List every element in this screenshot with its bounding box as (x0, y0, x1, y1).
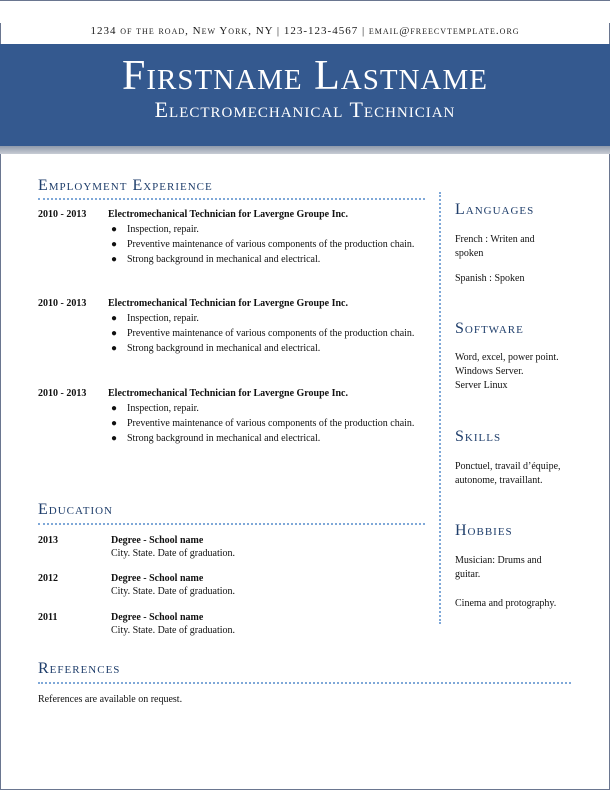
education-year: 2012 (38, 573, 58, 584)
software-line: Windows Server. (455, 366, 524, 377)
education-degree: Degree - School name (111, 612, 204, 623)
hobby-item: Musician: Drums and guitar. (455, 555, 542, 580)
education-details: City. State. Date of graduation. (111, 586, 236, 597)
hobby-item: Cinema and protography. (455, 598, 557, 609)
job-years: 2010 - 2013 (38, 388, 87, 399)
bullet-icon: ● (111, 313, 118, 324)
education-year: 2011 (38, 612, 58, 623)
references-heading: References (38, 660, 121, 677)
software-heading: Software (455, 320, 524, 337)
skills-heading: Skills (455, 428, 502, 445)
job-title-line: Electromechanical Technician for Lavergne Groupe Inc. (108, 298, 348, 309)
languages-heading: Languages (455, 201, 535, 218)
column-divider (439, 192, 441, 624)
job-bullet: ● Inspection, repair. (111, 403, 199, 414)
references-text: References are available on request. (38, 694, 183, 705)
bullet-icon: ● (111, 343, 118, 354)
job-title-line: Electromechanical Technician for Lavergne Groupe Inc. (108, 388, 348, 399)
job-bullet: ● Preventive maintenance of various components of the production chain. (111, 418, 415, 429)
job-bullet: ● Strong background in mechanical and electrical. (111, 343, 321, 354)
education-degree: Degree - School name (111, 573, 204, 584)
contact-line: 1234 of the road, New York, NY | 123-123-4567 | email@freecvtemplate.org (90, 25, 520, 37)
job-bullet: ● Strong background in mechanical and electrical. (111, 254, 321, 265)
education-degree: Degree - School name (111, 535, 204, 546)
bullet-icon: ● (111, 224, 118, 235)
bullet-icon: ● (111, 433, 118, 444)
education-heading: Education (38, 501, 113, 518)
bullet-icon: ● (111, 328, 118, 339)
education-details: City. State. Date of graduation. (111, 548, 236, 559)
bullet-icon: ● (111, 403, 118, 414)
education-rule (38, 523, 425, 525)
bullet-icon: ● (111, 418, 118, 429)
job-years: 2010 - 2013 (38, 298, 87, 309)
bullet-icon: ● (111, 254, 118, 265)
references-rule (38, 682, 571, 684)
banner-shadow (0, 146, 610, 154)
job-years: 2010 - 2013 (38, 209, 87, 220)
top-strip (0, 0, 610, 23)
education-details: City. State. Date of graduation. (111, 625, 236, 636)
employment-heading: Employment Experience (38, 177, 213, 194)
job-title: Electromechanical Technician (154, 97, 456, 122)
job-bullet: ● Inspection, repair. (111, 224, 199, 235)
job-bullet: ● Strong background in mechanical and electrical. (111, 433, 321, 444)
employment-rule (38, 198, 425, 200)
bullet-icon: ● (111, 239, 118, 250)
job-bullets (111, 402, 427, 447)
skills-text: Ponctuel, travail d’équipe, autonome, travaillant. (455, 461, 561, 486)
job-bullet: ● Preventive maintenance of various components of the production chain. (111, 239, 415, 250)
job-bullets (111, 223, 427, 268)
software-line: Server Linux (455, 380, 508, 391)
job-bullet: ● Inspection, repair. (111, 313, 199, 324)
job-bullets (111, 312, 427, 357)
job-bullet: ● Preventive maintenance of various components of the production chain. (111, 328, 415, 339)
full-name: Firstname Lastname (122, 53, 488, 99)
language-item: French : Writen and spoken (455, 234, 535, 259)
software-line: Word, excel, power point. (455, 352, 559, 363)
language-item: Spanish : Spoken (455, 273, 525, 284)
hobbies-heading: Hobbies (455, 522, 513, 539)
education-year: 2013 (38, 535, 58, 546)
job-title-line: Electromechanical Technician for Lavergne Groupe Inc. (108, 209, 348, 220)
